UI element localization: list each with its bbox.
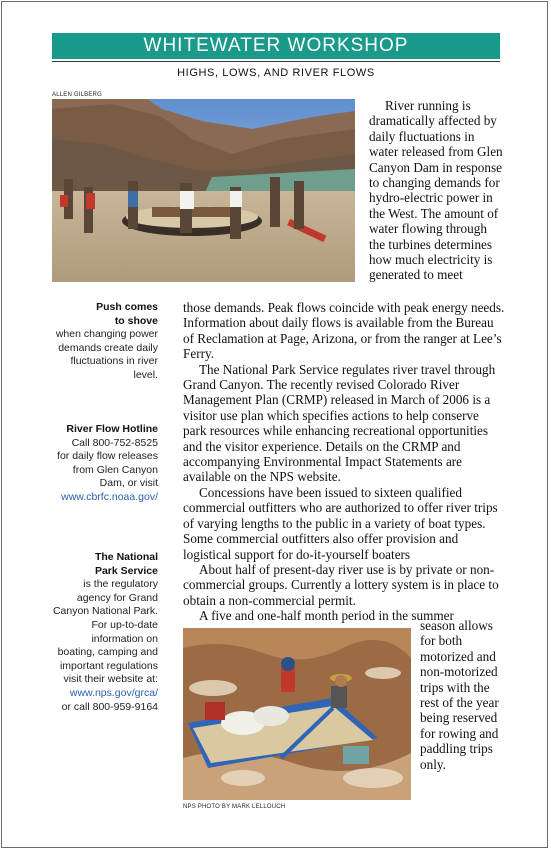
sidebar-hotline [52, 423, 158, 505]
sidebar-hotline-call-label: Call [71, 436, 90, 449]
sidebar-push-text: when changing power demands create daily fluctuations in river level. [55, 328, 158, 381]
sidebar-nps-call [52, 701, 158, 715]
paragraph-season-start: A five and one-half month period in the summer [199, 608, 454, 624]
main-column [183, 300, 505, 624]
rafters-pushing-boat-photo [52, 99, 355, 282]
sidebar-nps-text: is the regulatory agency for Grand Canyon National Park. For up-to-date information on boating, camping and important regulations visit their website at: [52, 578, 158, 686]
paragraph-continued: those demands. Peak flows coincide with peak energy needs. Information about daily flows is available from the Bureau of Reclamation at Page, Arizona, or from the ranger at Lee’s Ferry. [183, 300, 505, 362]
motorized-raft-photo [183, 628, 411, 800]
season-column [420, 618, 505, 772]
intro-column [369, 98, 504, 283]
sidebar-hotline-text: for daily flow releases from Glen Canyon Dam, or visit [57, 450, 158, 490]
sidebar-nps-call-label: or call [61, 700, 90, 713]
sidebar-hotline-link[interactable]: www.cbrfc.noaa.gov/ [61, 490, 158, 503]
divider [52, 61, 500, 62]
page-title: WHITEWATER WORKSHOP [143, 35, 409, 56]
sidebar-push-heading: Push comes to shove [96, 301, 158, 327]
sidebar-nps-link[interactable]: www.nps.gov/grca/ [69, 686, 158, 699]
intro-paragraph: River running is dramatically affected by daily fluctuations in water released from Glen Canyon Dam in response to changing demands for hydro-electric power in the West. The amount of water flowing through the turbines determines how much electricity is generated to meet [369, 98, 503, 283]
sidebar-hotline-heading: River Flow Hotline [66, 423, 158, 435]
sidebar-hotline-phone: 800-752-8525 [92, 436, 158, 449]
paragraph-concessions: Concessions have been issued to sixteen qualified commercial outfitters who are authorized to offer river trips of varying lengths to the public in a variety of boat types. Some commercial outfitters also offer provision and logistical support for do-it-yourself boaters [183, 484, 498, 562]
page-subtitle: HIGHS, LOWS, AND RIVER FLOWS [177, 67, 375, 79]
section-banner [52, 33, 500, 59]
paragraph-season-end: season allows for both motorized and non-motorized trips with the rest of the year being reserved for rowing and paddling trips only. [420, 618, 499, 772]
top-photo-credit: ALLEN GILBERG [52, 92, 102, 98]
sidebar-nps [52, 551, 158, 714]
sidebar-nps-phone: 800-959-9164 [92, 700, 158, 713]
sidebar-push [52, 301, 158, 383]
bottom-photo-credit: NPS PHOTO BY MARK LELLOUCH [183, 804, 286, 810]
sidebar-nps-heading: The National Park Service [94, 551, 158, 577]
paragraph-private-use: About half of present-day river use is by private or non-commercial groups. Currently a lottery system is in place to obtain a non-commercial permit. [183, 561, 499, 608]
paragraph-park-service: The National Park Service regulates river travel through Grand Canyon. The recently revised Colorado River Management Plan (CRMP) released in March of 2006 is a visitor use plan which specifies actions to help conserve park resources while enhancing recreational opportunities and the visitor experience. Details on the CRMP and accompanying Environmental Impact Statements are available on the NPS website. [183, 361, 496, 485]
sidebar-hotline-call [52, 437, 158, 451]
